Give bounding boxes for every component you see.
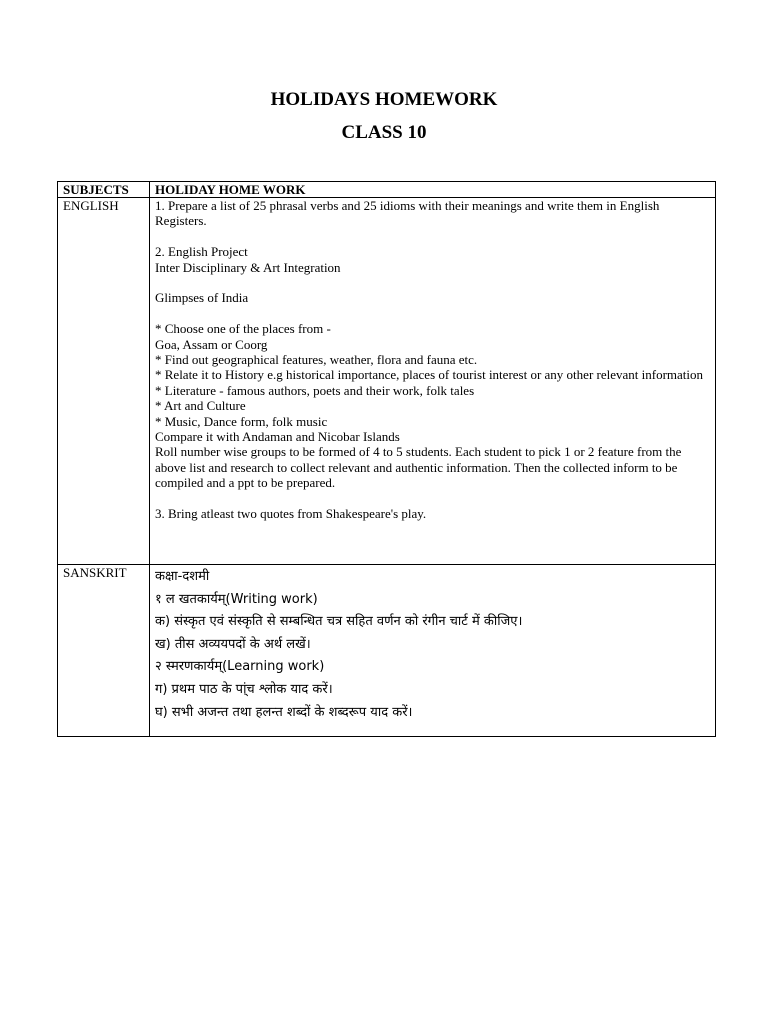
spacer [155,275,710,290]
sanskrit-line: क) संस्कृत एवं संस्कृति से सम्बन्धित चत्र सहित वर्णन को रंगीन चार्ट में कीजिए। [155,614,523,630]
table-row-english [58,198,716,565]
table-row-sanskrit [58,565,716,737]
table-header-row [58,182,716,198]
spacer [155,229,710,244]
english-find: * Find out geographical features, weather, flora and fauna etc. [155,352,478,368]
english-glimpses: Glimpses of India [155,290,249,306]
english-relate: * Relate it to History e.g historical importance, places of tourist interest or any other relevant information [155,367,704,383]
sanskrit-line: घ) सभी अजन्त तथा हलन्त शब्दों के शब्दरूप याद करें। [155,704,413,720]
english-item-2-title: 2. English Project [155,244,248,260]
sanskrit-line: ख) तीस अव्ययपदों के अर्थ लखें। [155,636,311,652]
subject-english: ENGLISH [58,198,150,565]
english-music: * Music, Dance form, folk music [155,413,328,429]
english-item-1: 1. Prepare a list of 25 phrasal verbs and 25 idioms with their meanings and write them in English Registers. [155,198,660,229]
english-groups: Roll number wise groups to be formed of 4 to 5 students. Each student to pick 1 or 2 feature from the above list and research to collect relevant and authentic information. Then the collected inform to be compiled and a ppt to be prepared. [155,444,682,491]
spacer [155,306,710,321]
header-subjects: SUBJECTS [58,182,150,198]
english-compare: Compare it with Andaman and Nicobar Islands [155,429,400,445]
sanskrit-homework-cell [150,565,716,737]
document-title: HOLIDAYS HOMEWORK [270,89,498,110]
english-homework-cell [150,198,716,565]
english-item-3: 3. Bring atleast two quotes from Shakespeare's play. [155,506,427,522]
english-art: * Art and Culture [155,398,246,414]
spacer [155,491,710,506]
sanskrit-line: २ स्मरणकार्यम्(Learning work) [155,659,325,675]
english-places: Goa, Assam or Coorg [155,336,268,352]
sanskrit-line: १ ल खतकार्यम्(Writing work) [155,591,318,607]
english-literature: * Literature - famous authors, poets and their work, folk tales [155,382,475,398]
english-item-2-subtitle: Inter Disciplinary & Art Integration [155,259,341,275]
homework-table [57,181,716,737]
document-subtitle: CLASS 10 [341,122,427,143]
sanskrit-line: कक्षा-दशमी [155,569,210,584]
subject-sanskrit: SANSKRIT [58,565,150,737]
header-holiday-home-work: HOLIDAY HOME WORK [150,182,716,198]
sanskrit-line: ग) प्रथम पाठ के पा्ंच श्लोक याद करें। [155,681,333,697]
english-choose: * Choose one of the places from - [155,321,331,337]
